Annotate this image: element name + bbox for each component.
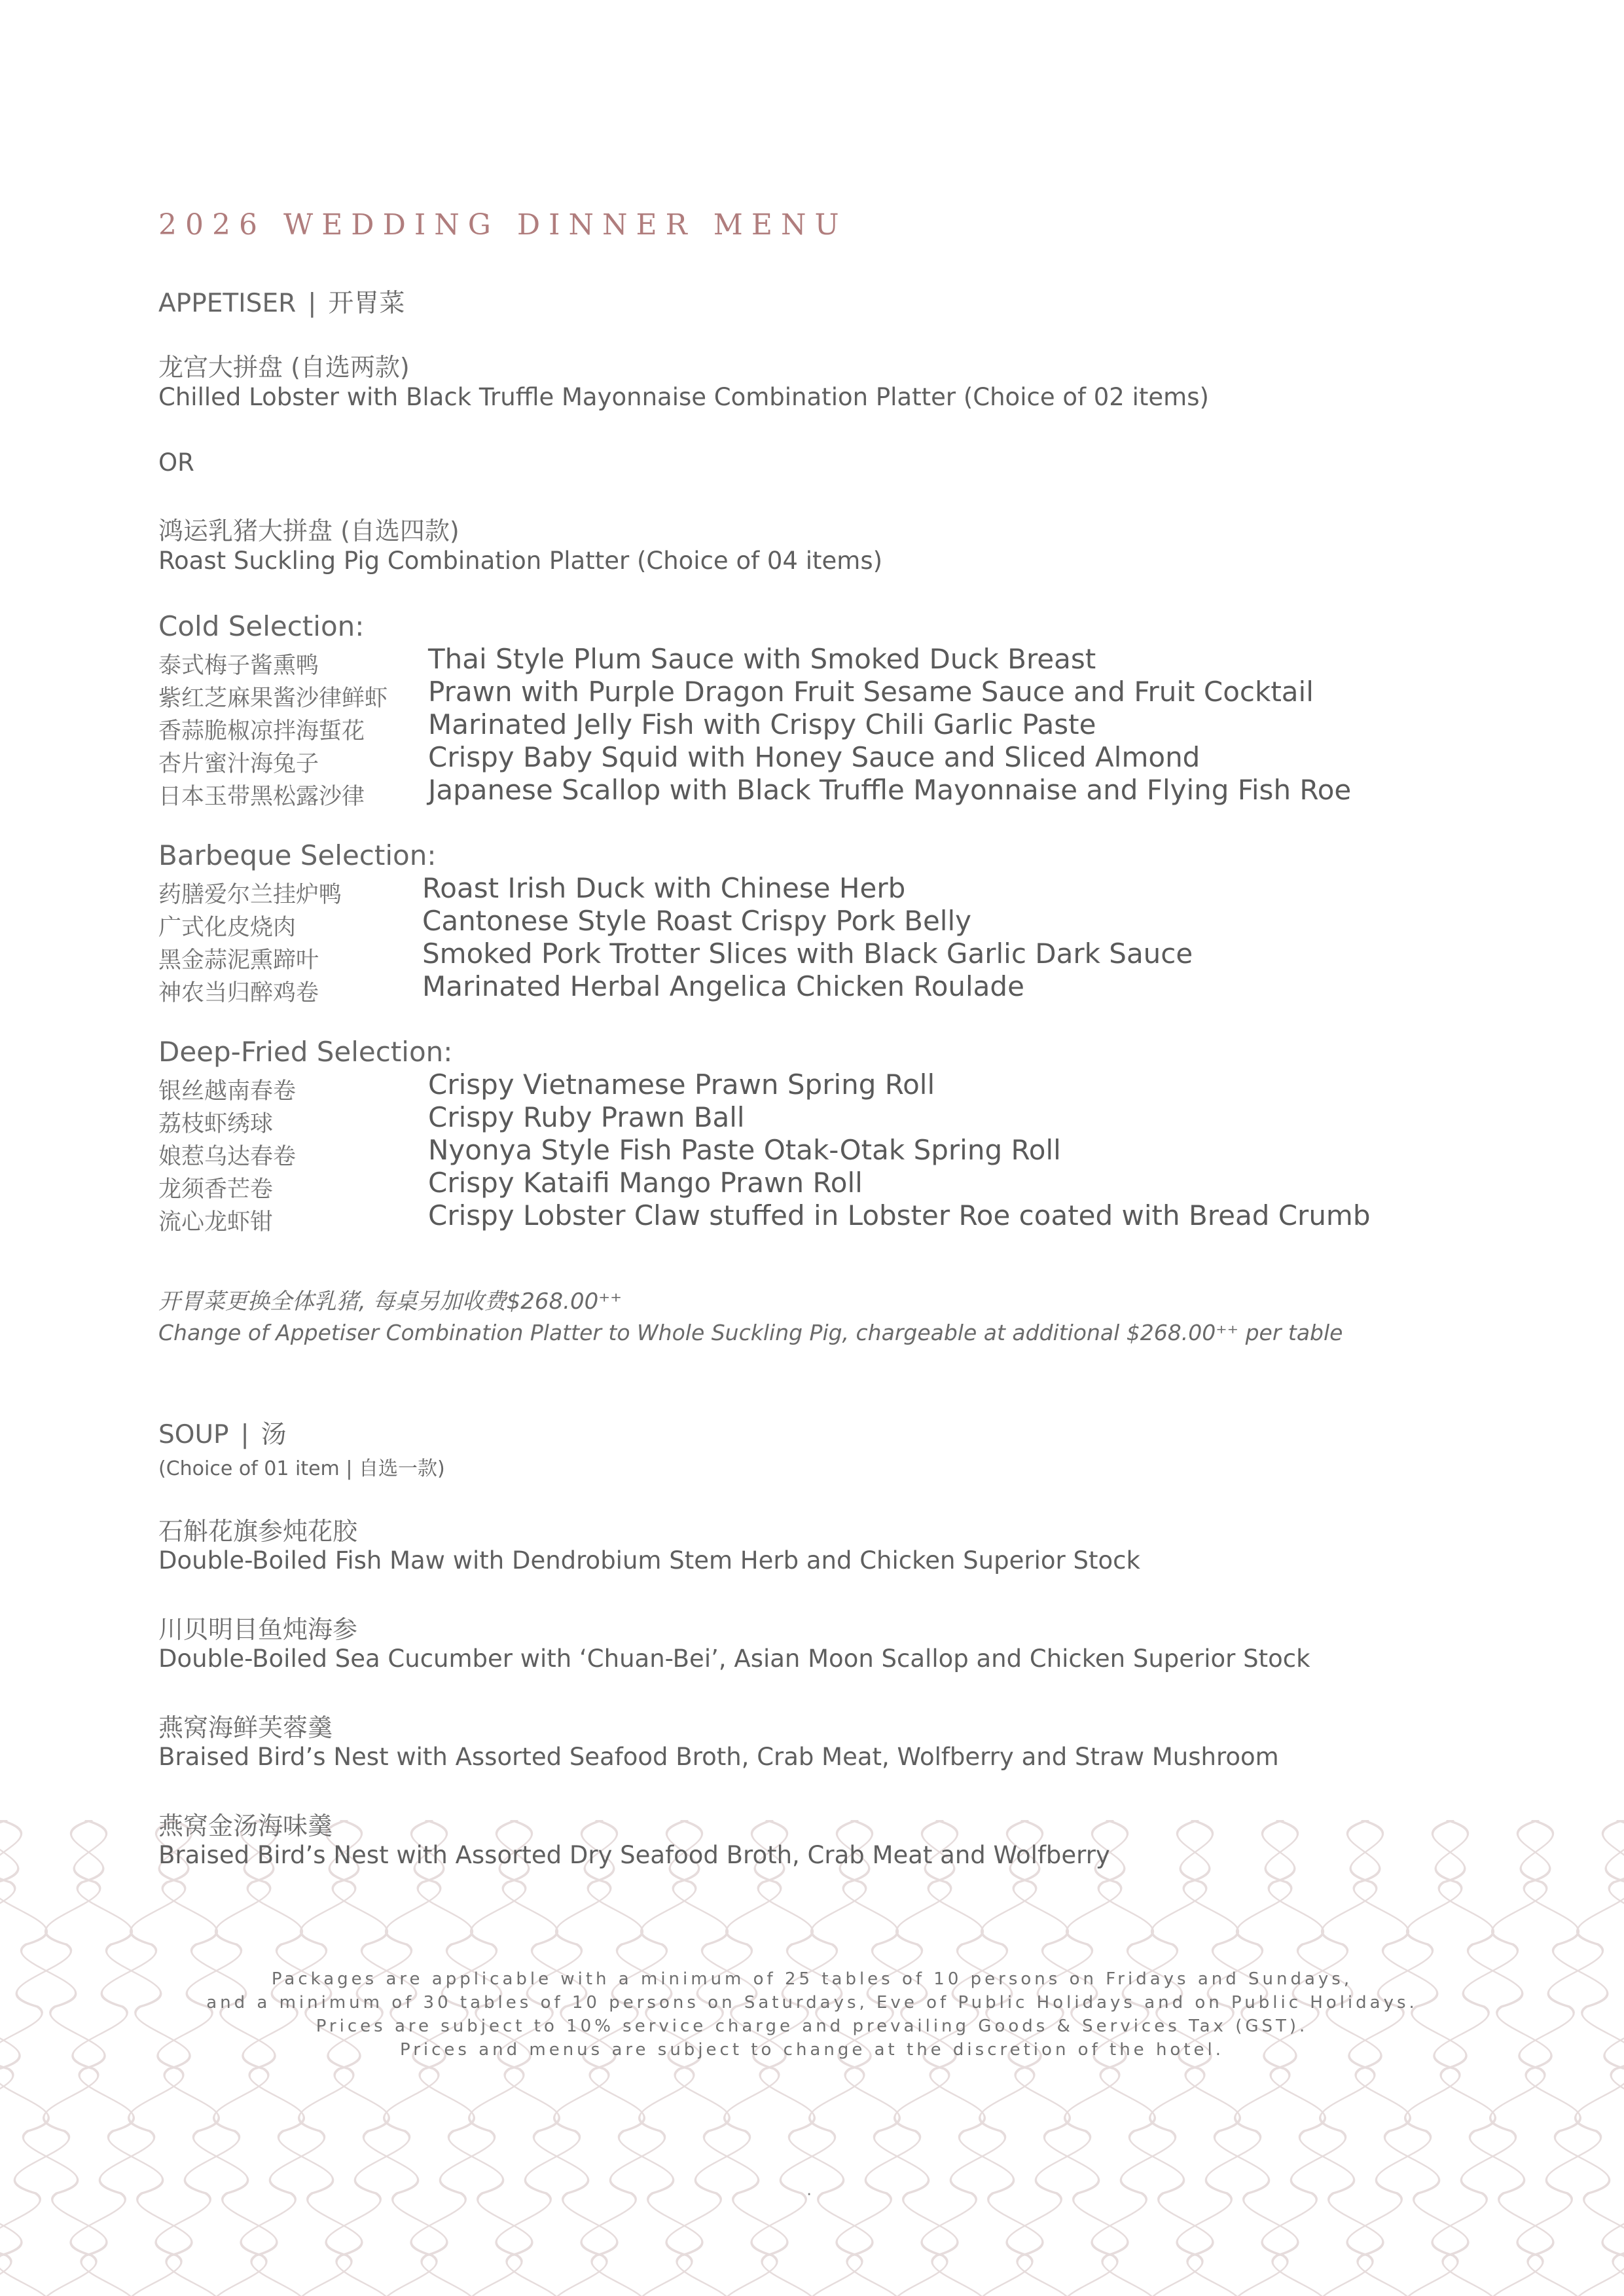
- option2-en: Roast Suckling Pig Combination Platter (Choice of 04 items): [158, 547, 883, 575]
- dish-zh: 药膳爱尔兰挂炉鸭: [158, 882, 342, 908]
- appetiser-heading-zh: 开胃菜: [328, 289, 405, 318]
- dish-zh: 杏片蜜汁海兔子: [158, 751, 319, 777]
- appetiser-heading-en: APPETISER: [158, 289, 297, 318]
- dish-en: Thai Style Plum Sauce with Smoked Duck Breast: [428, 643, 1096, 675]
- soup-item-zh: 石斛花旗参炖花胶: [158, 1517, 358, 1546]
- heading-separator: |: [308, 289, 317, 318]
- option2-zh: 鸿运乳猪大拼盘 (自选四款): [158, 517, 460, 545]
- fried-dish-row: [158, 1136, 1500, 1169]
- dish-en: Cantonese Style Roast Crispy Pork Belly: [422, 905, 971, 937]
- or-text: OR: [158, 448, 194, 477]
- cold-dish-row: [158, 678, 1500, 710]
- cold-dish-row: [158, 743, 1500, 776]
- fried-selection-title: Deep-Fried Selection:: [158, 1036, 453, 1068]
- dish-en: Crispy Lobster Claw stuffed in Lobster Roe coated with Bread Crumb: [428, 1199, 1371, 1231]
- dish-en: Marinated Herbal Angelica Chicken Roulade: [422, 970, 1024, 1002]
- dish-en: Crispy Ruby Prawn Ball: [428, 1101, 745, 1133]
- cold-dish-row: [158, 710, 1500, 743]
- cold-dish-row: [158, 645, 1500, 678]
- terms-line: and a minimum of 30 tables of 10 persons on Saturdays, Eve of Public Holidays and on Public Holidays.: [206, 1993, 1418, 2013]
- fried-dish-row: [158, 1201, 1500, 1234]
- menu-title: 2026 WEDDING DINNER MENU: [158, 208, 848, 242]
- dish-en: Japanese Scallop with Black Truffle Mayonnaise and Flying Fish Roe: [428, 774, 1352, 806]
- dish-zh: 银丝越南春卷: [158, 1078, 297, 1104]
- dish-zh: 紫红芝麻果酱沙律鲜虾: [158, 685, 388, 712]
- soup-item-en: Braised Bird’s Nest with Assorted Dry Seafood Broth, Crab Meat and Wolfberry: [158, 1841, 1110, 1869]
- bbq-dish-row: [158, 939, 1500, 972]
- soup-item-zh: 川贝明目鱼炖海参: [158, 1615, 358, 1644]
- cold-dish-row: [158, 776, 1500, 809]
- dish-zh: 神农当归醉鸡卷: [158, 980, 319, 1006]
- dish-en: Crispy Kataifi Mango Prawn Roll: [428, 1167, 863, 1199]
- dish-en: Crispy Vietnamese Prawn Spring Roll: [428, 1068, 935, 1101]
- appetiser-heading: [158, 283, 405, 319]
- dish-zh: 龙须香芒卷: [158, 1176, 274, 1203]
- option1-en: Chilled Lobster with Black Truffle Mayonnaise Combination Platter (Choice of 02 items): [158, 383, 1209, 411]
- cold-selection-title: Cold Selection:: [158, 610, 365, 642]
- soup-item-en: Double-Boiled Sea Cucumber with ‘Chuan-Bei’, Asian Moon Scallop and Chicken Superior Stock: [158, 1645, 1310, 1673]
- dish-en: Roast Irish Duck with Chinese Herb: [422, 872, 906, 904]
- soup-heading-zh: 汤: [261, 1420, 287, 1449]
- heading-separator: |: [240, 1420, 249, 1449]
- upgrade-note-en: Change of Appetiser Combination Platter to Whole Suckling Pig, chargeable at additional $268.00⁺⁺ per table: [158, 1320, 1343, 1345]
- dish-zh: 广式化皮烧肉: [158, 915, 297, 941]
- bbq-dish-row: [158, 907, 1500, 939]
- soup-item-en: Braised Bird’s Nest with Assorted Seafood Broth, Crab Meat, Wolfberry and Straw Mushroom: [158, 1743, 1279, 1771]
- dish-en: Nyonya Style Fish Paste Otak-Otak Spring Roll: [428, 1134, 1061, 1166]
- bbq-dish-row: [158, 972, 1500, 1005]
- terms-line: Packages are applicable with a minimum of 25 tables of 10 persons on Fridays and Sundays,: [271, 1969, 1353, 1989]
- terms-line: Prices and menus are subject to change at the discretion of the hotel.: [399, 2040, 1225, 2060]
- dish-zh: 流心龙虾钳: [158, 1209, 274, 1235]
- soup-item-zh: 燕窝金汤海味羹: [158, 1812, 333, 1840]
- dish-en: Marinated Jelly Fish with Crispy Chili Garlic Paste: [428, 708, 1096, 740]
- option1-zh: 龙宫大拼盘 (自选两款): [158, 353, 410, 382]
- bbq-selection-title: Barbeque Selection:: [158, 839, 437, 871]
- soup-item-en: Double-Boiled Fish Maw with Dendrobium Stem Herb and Chicken Superior Stock: [158, 1546, 1140, 1575]
- soup-heading-en: SOUP: [158, 1420, 229, 1449]
- dish-en: Smoked Pork Trotter Slices with Black Garlic Dark Sauce: [422, 938, 1193, 970]
- soup-heading: [158, 1414, 287, 1451]
- dish-zh: 泰式梅子酱熏鸭: [158, 653, 319, 679]
- fried-dish-row: [158, 1169, 1500, 1201]
- soup-item-zh: 燕窝海鲜芙蓉羹: [158, 1713, 333, 1742]
- dish-zh: 黑金蒜泥熏蹄叶: [158, 947, 319, 974]
- upgrade-note-zh: 开胃菜更换全体乳猪, 每桌另加收费$268.00⁺⁺: [158, 1288, 623, 1315]
- soup-choice-note: (Choice of 01 item | 自选一款): [158, 1457, 445, 1480]
- dish-en: Crispy Baby Squid with Honey Sauce and Sliced Almond: [428, 741, 1200, 773]
- dish-zh: 荔枝虾绣球: [158, 1111, 274, 1137]
- page-mark: .: [806, 2180, 812, 2200]
- bbq-dish-row: [158, 874, 1500, 907]
- dish-zh: 日本玉带黑松露沙律: [158, 784, 365, 810]
- dish-zh: 香蒜脆椒凉拌海蜇花: [158, 718, 365, 744]
- fried-dish-row: [158, 1070, 1500, 1103]
- dish-en: Prawn with Purple Dragon Fruit Sesame Sauce and Fruit Cocktail: [428, 676, 1314, 708]
- fried-dish-row: [158, 1103, 1500, 1136]
- terms-line: Prices are subject to 10% service charge and prevailing Goods & Services Tax (GST).: [316, 2016, 1308, 2036]
- terms-footer: [0, 1967, 1624, 2062]
- dish-zh: 娘惹乌达春卷: [158, 1144, 297, 1170]
